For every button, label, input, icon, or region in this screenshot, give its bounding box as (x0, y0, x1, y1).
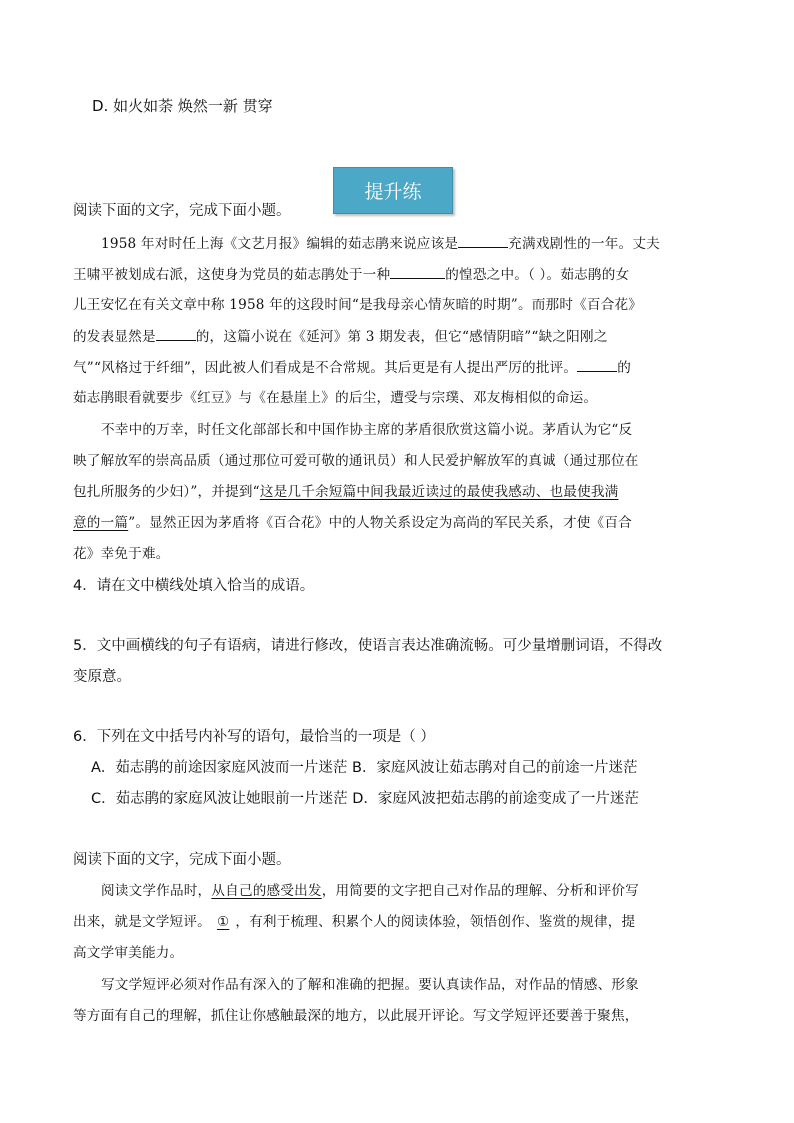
text-segment: 阅读文学作品时， (101, 883, 212, 899)
question-4: 4．请在文中横线处填入恰当的成语。 (73, 578, 315, 594)
text-segment: ”。显然正因为茅盾将《百合花》中的人物关系设定为高尚的军民关系，才使《百合 (128, 515, 632, 531)
passage1-line1 (101, 233, 660, 254)
question-6-options-row1: A．茹志鹃的前途因家庭风波而一片迷茫 B．家庭风波让茹志鹃对自己的前途一片迷茫 (91, 760, 638, 776)
passage4-line1: 写文学短评必须对作品有深入的了解和准确的把握。要认真读作品，对作品的情感、形象 (101, 977, 639, 993)
text-segment: 1958 年对时任上海《文艺月报》编辑的茹志鹃来说应该是 (101, 236, 459, 252)
fill-blank-1 (458, 233, 508, 248)
passage2-line1: 不幸中的万幸，时任文化部部长和中国作协主席的茅盾很欣赏这篇小说。茅盾认为它“反 (101, 422, 633, 438)
text-segment: 的发表显然是 (73, 329, 156, 345)
passage3-line3: 高文学审美能力。 (73, 945, 184, 961)
fill-blank-2 (390, 264, 445, 279)
text-segment: 出来，就是文学短评。 (73, 914, 211, 930)
text-segment: 充满戏剧性的一年。丈夫 (508, 236, 660, 252)
underlined-phrase: 从自己的感受出发 (211, 883, 322, 899)
text-segment: 的，这篇小说在《延河》第 3 期发表，但它“感情阴暗”“缺之阳刚之 (195, 329, 608, 345)
text-segment: 的 (617, 360, 632, 376)
fill-blank-3 (156, 326, 196, 341)
passage1-line2 (73, 264, 629, 285)
question-6-stem: 6．下列在文中括号内补写的语句，最恰当的一项是（ ） (73, 729, 435, 745)
passage1-line5 (73, 357, 631, 378)
text-segment: ，用简要的文字把自己对作品的理解、分析和评价写 (321, 883, 639, 899)
passage1-line4 (73, 326, 608, 347)
passage3-line2 (73, 912, 635, 932)
passage2-line4 (73, 513, 632, 533)
passage2-line5: 花》幸免于难。 (73, 546, 170, 562)
text-segment: 气”“风格过于纤细”，因此被人们看成是不合常规。其后更是有人提出严厉的批评。 (73, 360, 578, 376)
passage2-line2: 映了解放军的崇高品质（通过那位可爱可敬的通讯员）和人民爱护解放军的真诚（通过那位在 (73, 453, 639, 469)
reading-instruction-1: 阅读下面的文字，完成下面小题。 (73, 203, 291, 219)
passage3-line1 (101, 881, 639, 901)
text-segment: 王啸平被划成右派，这使身为党员的茹志鹃处于一种 (73, 267, 391, 283)
text-segment: 包扎所服务的少妇）”，并提到“ (73, 484, 260, 500)
reading-instruction-2: 阅读下面的文字，完成下面小题。 (73, 852, 291, 868)
text-segment: 的惶恐之中。（ ）。茹志鹃的女 (445, 267, 630, 283)
passage1-line3: 儿王安忆在有关文章中称 1958 年的这段时间“是我母亲心情灰暗的时期”。而那时《百合花》 (73, 297, 643, 313)
fill-blank-4 (577, 357, 617, 372)
passage1-line6: 茹志鹃眼看就要步《红豆》与《在悬崖上》的后尘，遭受与宗璞、邓友梅相似的命运。 (73, 390, 598, 406)
passage2-line3 (73, 482, 618, 502)
question-6-options-row2: C．茹志鹃的家庭风波让她眼前一片迷茫 D．家庭风波把茹志鹃的前途变成了一片迷茫 (91, 791, 639, 807)
blank-marker-1: ① (216, 914, 230, 930)
previous-option-d: D. 如火如荼 焕然一新 贯穿 (92, 97, 273, 115)
question-5-line2: 变原意。 (73, 669, 131, 685)
passage4-line2: 等方面有自己的理解，抓住让你感触最深的地方，以此展开评论。写文学短评还要善于聚焦， (73, 1008, 639, 1024)
underlined-sentence: 这是几千余短篇中间我最近读过的最使我感动、也最使我满 (259, 484, 619, 500)
question-5-line1: 5．文中画横线的句子有语病，请进行修改，使语言表达准确流畅。可少量增删词语，不得改 (73, 638, 663, 654)
section-badge-label: 提升练 (364, 181, 422, 203)
section-badge (333, 167, 453, 214)
underlined-sentence-end: 意的一篇 (73, 515, 129, 531)
text-segment: ，有利于梳理、积累个人的阅读体验，领悟创作、鉴赏的规律，提 (235, 914, 636, 930)
